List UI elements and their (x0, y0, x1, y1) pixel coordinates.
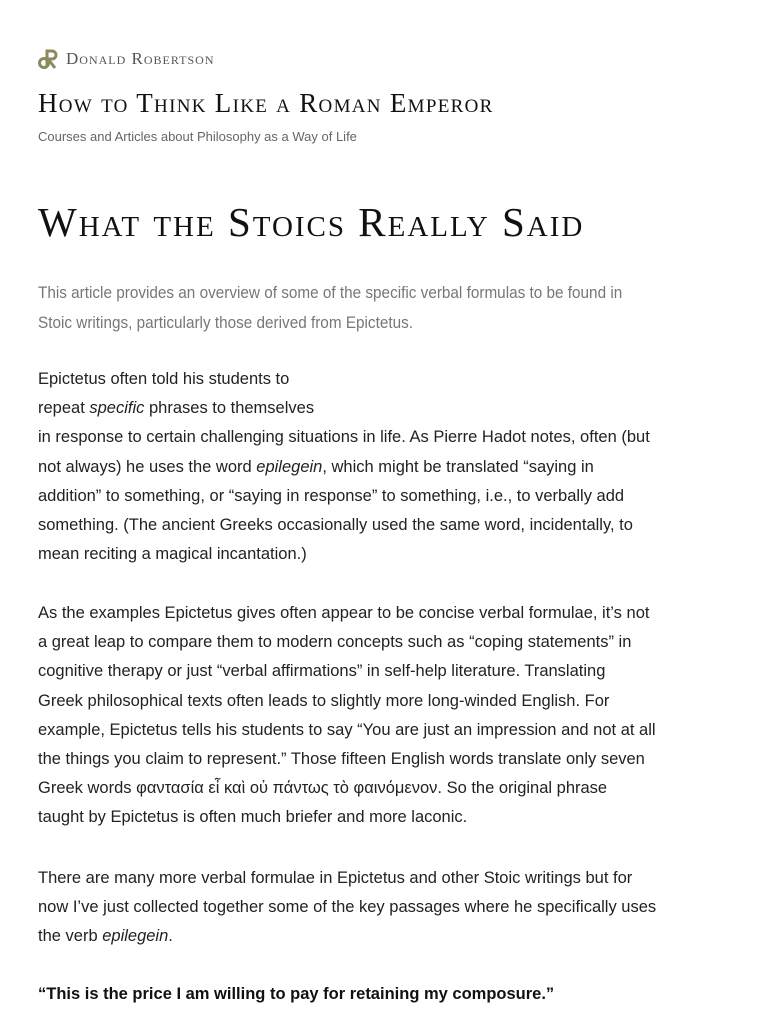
text-line: now I’ve just collected together some of the key passages where he specifically uses (38, 898, 657, 917)
text-line: Epictetus often told his students to (38, 370, 290, 388)
text-line: the things you claim to represent.” Those fifteen English words translate only seven (38, 750, 645, 769)
paragraph-1 (38, 365, 650, 569)
text-line: a great leap to compare them to modern concepts such as “coping statements” in (38, 633, 632, 652)
brand-name: Donald Robertson (66, 49, 215, 68)
text-line (38, 453, 650, 482)
text: repeat (38, 399, 90, 418)
text-line: cognitive therapy or just “verbal affirmations” in self-help literature. Translating (38, 662, 606, 681)
text: not always) he uses the word (38, 457, 257, 476)
page-title: What the Stoics Really Said (38, 199, 585, 245)
text-line: something. (The ancient Greeks occasionally used the same word, incidentally, to (38, 516, 633, 535)
lead-line: This article provides an overview of some of the specific verbal formulas to be found in (38, 283, 623, 302)
text-line: in response to certain challenging situations in life. As Pierre Hadot notes, often (but (38, 428, 650, 447)
text: , which might be translated “saying in (322, 457, 594, 476)
text-line: mean reciting a magical incantation.) (38, 545, 307, 564)
brand[interactable] (38, 48, 214, 70)
emphasis: epilegein (102, 927, 169, 946)
text-line: taught by Epictetus is often much briefer and more laconic. (38, 808, 468, 827)
logo-icon (38, 48, 58, 70)
paragraph-2 (38, 599, 656, 833)
emphasis: specific (89, 399, 145, 418)
text: . (168, 927, 173, 946)
text-line: example, Epictetus tells his students to say “You are just an impression and not at all (38, 720, 656, 739)
emphasis: epilegein (256, 457, 323, 476)
text-line: addition” to something, or “saying in response” to something, i.e., to verbally add (38, 486, 625, 505)
text-line (38, 394, 650, 423)
text: the verb (38, 927, 103, 946)
paragraph-3 (38, 864, 656, 952)
site-tagline: Courses and Articles about Philosophy as a Way of Life (38, 129, 357, 144)
text: phrases to themselves (144, 399, 315, 418)
text-line: As the examples Epictetus gives often appear to be concise verbal formulae, it’s not (38, 604, 650, 622)
article-lead (38, 278, 622, 338)
quote-heading: “This is the price I am willing to pay for retaining my composure.” (38, 985, 555, 1003)
text-line: Greek philosophical texts often leads to slightly more long-winded English. For (38, 691, 610, 710)
text-line: Greek words φαντασία εἶ καὶ οὐ πάντως τὸ φαινόμενον. So the original phrase (38, 779, 608, 798)
text-line: There are many more verbal formulae in Epictetus and other Stoic writings but for (38, 869, 633, 887)
text-line (38, 922, 656, 951)
site-title[interactable]: How to Think Like a Roman Emperor (38, 88, 494, 118)
lead-line: Stoic writings, particularly those derived from Epictetus. (38, 313, 414, 332)
